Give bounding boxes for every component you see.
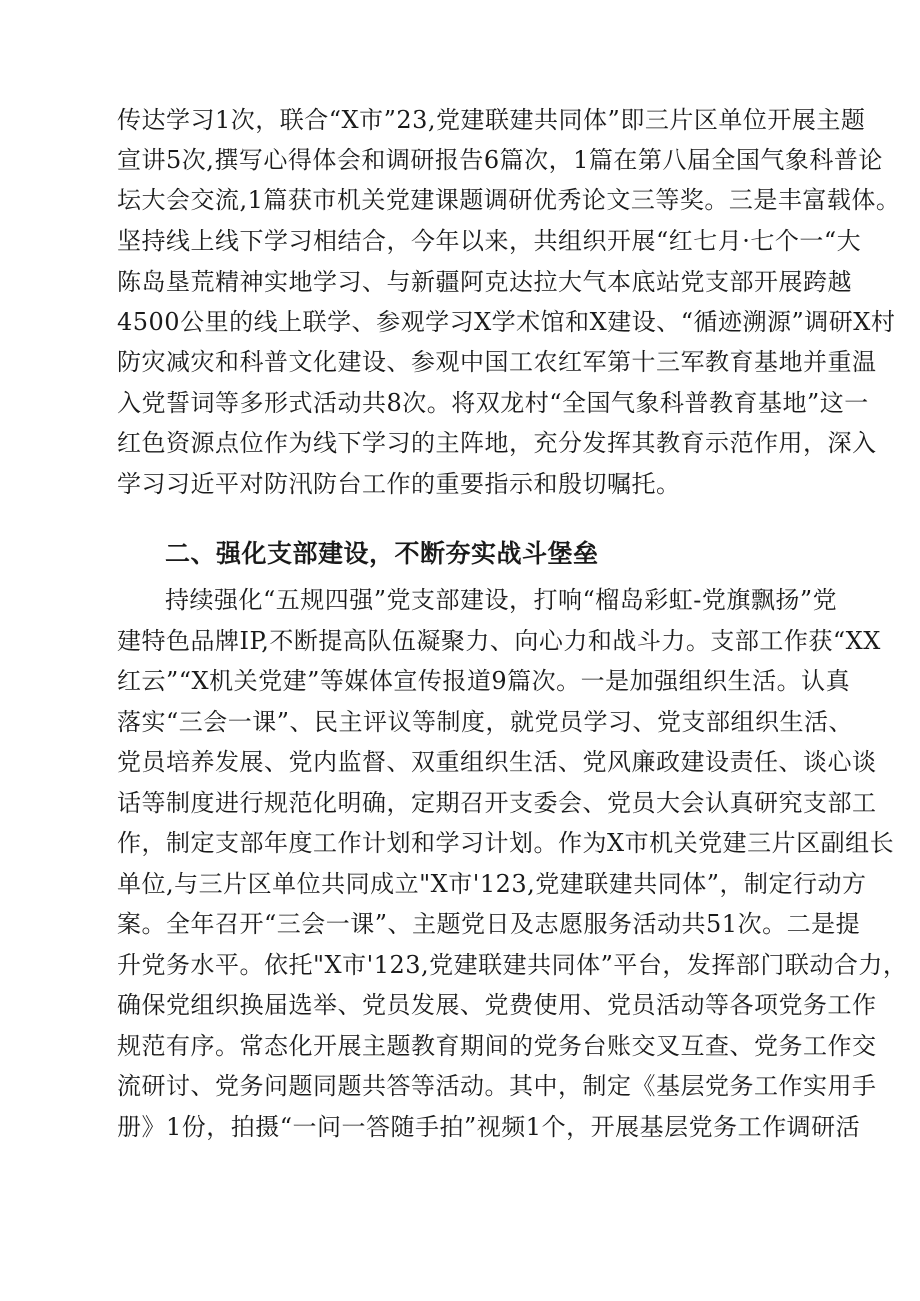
paragraph-2-line-13: 流研讨、党务问题同题共答等活动。其中，制定《基层党务工作实用手 [117, 1072, 877, 1100]
section-heading: 二、强化支部建设，不断夯实战斗堡垒 [165, 539, 599, 568]
paragraph-2-line-10: 升党务水平。依托"X市'123,党建联建共同体”平台，发挥部门联动合力， [117, 951, 908, 979]
paragraph-2-line-7: 作，制定支部年度工作计划和学习计划。作为X市机关党建三片区副组长 [117, 829, 895, 857]
paragraph-2-line-12: 规范有序。常态化开展主题教育期间的党务台账交叉互查、党务工作交 [117, 1032, 877, 1060]
paragraph-1-line-7: 防灾减灾和科普文化建设、参观中国工农红军第十三军教育基地并重温 [117, 348, 877, 376]
paragraph-2-line-4: 落实“三会一课”、民主评议等制度，就党员学习、党支部组织生活、 [117, 708, 854, 736]
paragraph-2-line-11: 确保党组织换届选举、党员发展、党费使用、党员活动等各项党务工作 [117, 991, 877, 1019]
paragraph-1-line-6: 4500公里的线上联学、参观学习X学术馆和X建设、“循迹溯源”调研X村 [117, 308, 896, 336]
paragraph-2-line-5: 党员培养发展、党内监督、双重组织生活、党风廉政建设责任、谈心谈 [117, 748, 877, 776]
paragraph-1-line-1: 传达学习1次，联合“X市”23,党建联建共同体”即三片区单位开展主题 [117, 106, 866, 134]
paragraph-1-line-5: 陈岛垦荒精神实地学习、与新疆阿克达拉大气本底站党支部开展跨越 [117, 268, 852, 296]
paragraph-2-line-9: 案。全年召开“三会一课”、主题党日及志愿服务活动共51次。二是提 [117, 910, 861, 938]
paragraph-2-line-2: 建特色品牌IP,不断提高队伍凝聚力、向心力和战斗力。支部工作获“XX [117, 627, 881, 655]
paragraph-1-line-3: 坛大会交流,1篇获市机关党建课题调研优秀论文三等奖。三是丰富载体。 [117, 186, 901, 214]
paragraph-1-line-9: 红色资源点位作为线下学习的主阵地，充分发挥其教育示范作用，深入 [117, 429, 877, 457]
paragraph-2-line-3: 红云”“X机关党建”等媒体宣传报道9篇次。一是加强组织生活。认真 [117, 667, 851, 695]
paragraph-2-line-1: 持续强化“五规四强”党支部建设，打响“榴岛彩虹-党旗飘扬”党 [165, 586, 838, 614]
paragraph-1-line-10: 学习习近平对防汛防台工作的重要指示和殷切嘱托。 [117, 470, 681, 498]
paragraph-1-line-4: 坚持线上线下学习相结合，今年以来，共组织开展“红七月·七个一“大 [117, 227, 862, 255]
paragraph-2-line-14: 册》1份，拍摄“一问一答随手拍”视频1个，开展基层党务工作调研活 [117, 1113, 861, 1141]
paragraph-1-line-2: 宣讲5次,撰写心得体会和调研报告6篇次，1篇在第八届全国气象科普论 [117, 146, 883, 174]
paragraph-2-line-6: 话等制度进行规范化明确，定期召开支委会、党员大会认真研究支部工 [117, 789, 877, 817]
paragraph-1-line-8: 入党誓词等多形式活动共8次。将双龙村“全国气象科普教育基地”这一 [117, 389, 869, 417]
paragraph-2-line-8: 单位,与三片区单位共同成立"X市'123,党建联建共同体”，制定行动方 [117, 870, 867, 898]
